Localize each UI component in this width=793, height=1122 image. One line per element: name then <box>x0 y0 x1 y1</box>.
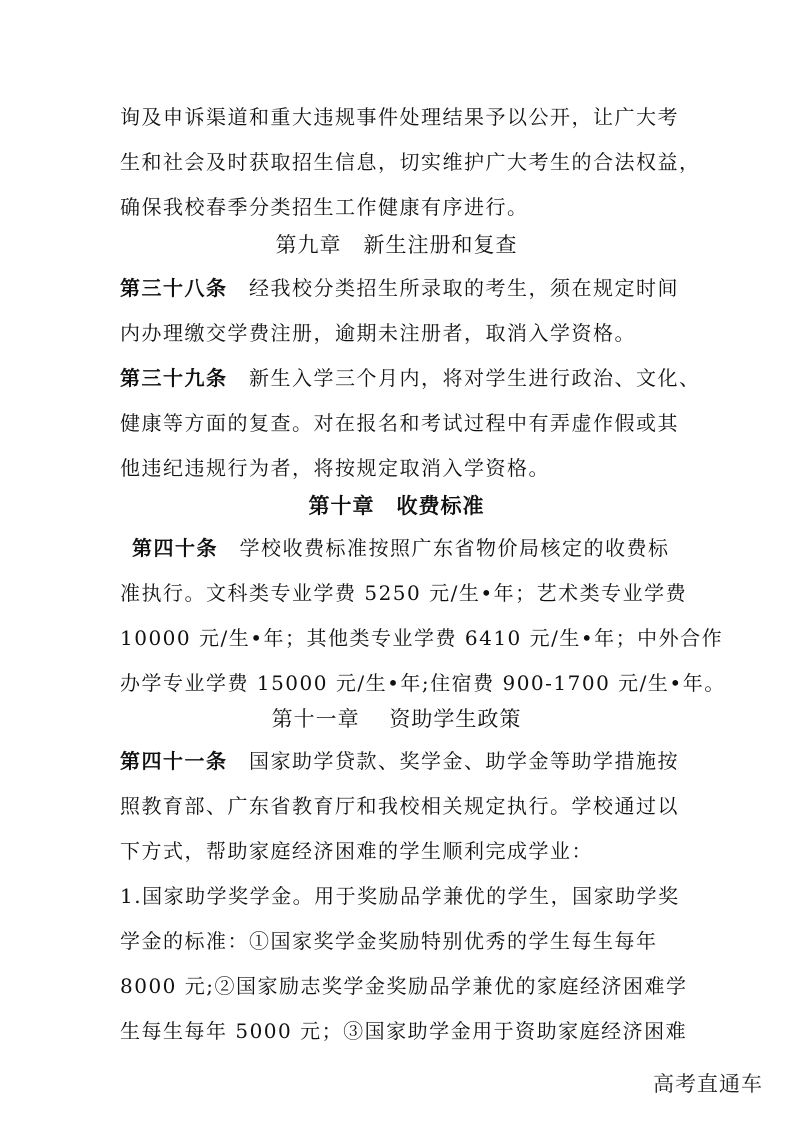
paragraph-line: 办学专业学费 15000 元/生•年;住宿费 900-1700 元/生•年。 <box>120 671 726 695</box>
article-39-text: 新生入学三个月内，将对学生进行政治、文化、 <box>227 366 701 390</box>
paragraph-line: 10000 元/生•年；其他类专业学费 6410 元/生•年；中外合作 <box>120 626 724 650</box>
paragraph-line: 照教育部、广东省教育厅和我校相关规定执行。学校通过以 <box>120 794 679 818</box>
paragraph-line: 下方式，帮助家庭经济困难的学生顺利完成学业： <box>120 839 593 863</box>
article-38-label: 第三十八条 <box>120 276 228 300</box>
paragraph-line: 1.国家助学奖学金。用于奖励品学兼优的学生，国家助学奖 <box>120 884 680 908</box>
paragraph-line: 询及申诉渠道和重大违规事件处理结果予以公开，让广大考 <box>120 105 679 129</box>
paragraph-line: 准执行。文科类专业学费 5250 元/生•年；艺术类专业学费 <box>120 581 688 605</box>
paragraph-line: 确保我校春季分类招生工作健康有序进行。 <box>120 195 529 219</box>
paragraph-line: 内办理缴交学费注册，逾期未注册者，取消入学资格。 <box>120 321 636 345</box>
paragraph-line: 8000 元;②国家励志奖学金奖励品学兼优的家庭经济困难学 <box>120 974 688 998</box>
paragraph-line: 生每生每年 5000 元；③国家助学金用于资助家庭经济困难 <box>120 1019 688 1043</box>
chapter-9-heading: 第九章 新生注册和复查 <box>275 233 518 257</box>
paragraph-line: 他违纪违规行为者，将按规定取消入学资格。 <box>120 456 550 480</box>
chapter-10-heading: 第十章 收费标准 <box>308 494 485 518</box>
article-41-line <box>120 748 679 774</box>
article-39-label: 第三十九条 <box>120 366 228 390</box>
article-40-line <box>132 535 670 561</box>
article-39-line <box>120 365 701 391</box>
article-41-text: 国家助学贷款、奖学金、助学金等助学措施按 <box>227 749 679 773</box>
paragraph-line: 学金的标准：①国家奖学金奖励特别优秀的学生每生每年 <box>120 929 658 953</box>
article-38-text: 经我校分类招生所录取的考生，须在规定时间 <box>227 276 679 300</box>
article-41-label: 第四十一条 <box>120 749 228 773</box>
article-40-label: 第四十条 <box>132 536 218 560</box>
chapter-11-heading: 第十一章 资助学生政策 <box>271 707 522 731</box>
paragraph-line: 生和社会及时获取招生信息，切实维护广大考生的合法权益， <box>120 150 701 174</box>
article-40-text: 学校收费标准按照广东省物价局核定的收费标 <box>218 536 670 560</box>
watermark-text: 高考直通车 <box>653 1072 763 1096</box>
paragraph-line: 健康等方面的复查。对在报名和考试过程中有弄虚作假或其 <box>120 411 679 435</box>
article-38-line <box>120 275 679 301</box>
